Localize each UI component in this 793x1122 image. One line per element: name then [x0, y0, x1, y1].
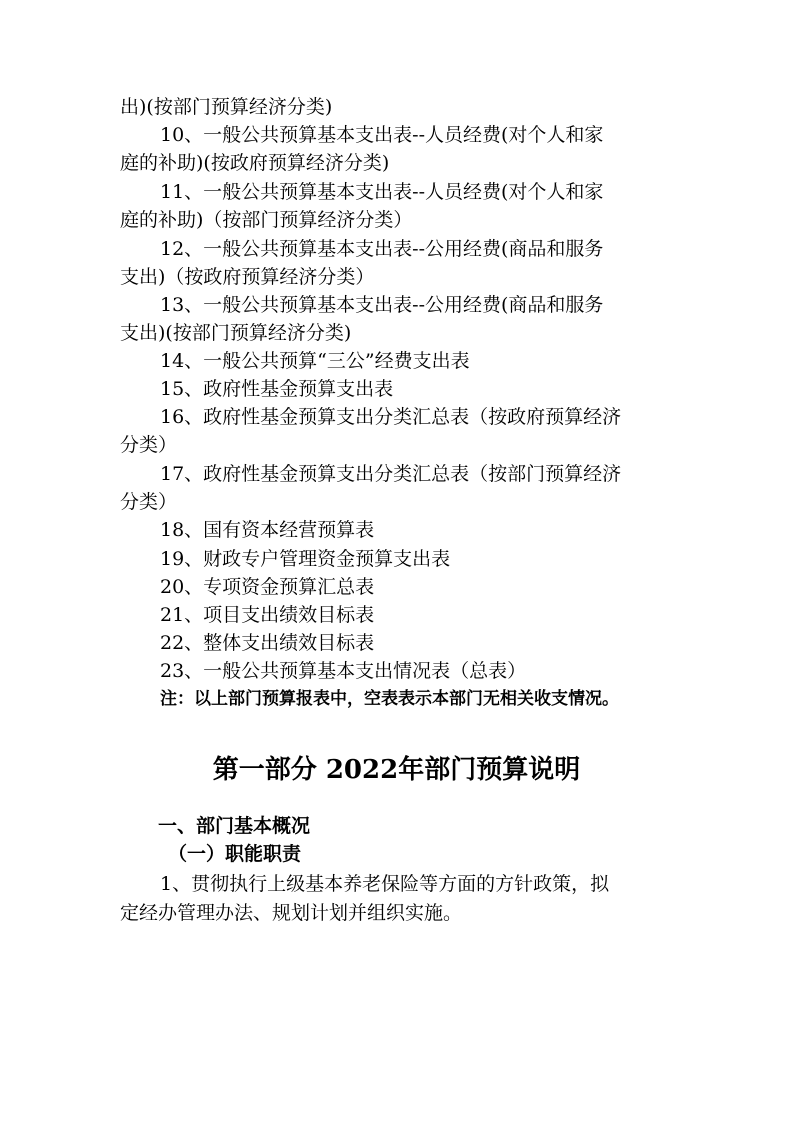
list-item-13: 13、一般公共预算基本支出表--公用经费(商品和服务 — [160, 294, 604, 316]
list-line-continuation: 支出)（按政府预算经济分类） — [120, 266, 375, 288]
paragraph-line: 1、贯彻执行上级基本养老保险等方面的方针政策，拟 — [160, 873, 610, 895]
list-item-11: 11、一般公共预算基本支出表--人员经费(对个人和家 — [160, 181, 604, 203]
list-item-15: 15、政府性基金预算支出表 — [160, 378, 394, 400]
part-title: 第一部分 2022年部门预算说明 — [212, 755, 581, 785]
list-item-14: 14、一般公共预算“三公”经费支出表 — [160, 350, 470, 372]
section-heading: 一、部门基本概况 — [158, 815, 311, 837]
list-item-10: 10、一般公共预算基本支出表--人员经费(对个人和家 — [160, 124, 604, 146]
list-line-continuation: 出)(按部门预算经济分类) — [120, 96, 333, 118]
list-item-21: 21、项目支出绩效目标表 — [160, 604, 375, 626]
subsection-heading: （一）职能职责 — [168, 843, 302, 865]
list-item-17: 17、政府性基金预算支出分类汇总表（按部门预算经济 — [160, 463, 622, 485]
list-item-18: 18、国有资本经营预算表 — [160, 519, 375, 541]
list-item-23: 23、一般公共预算基本支出情况表（总表） — [160, 660, 527, 682]
list-item-22: 22、整体支出绩效目标表 — [160, 632, 375, 654]
list-item-12: 12、一般公共预算基本支出表--公用经费(商品和服务 — [160, 238, 604, 260]
list-line-continuation: 支出)(按部门预算经济分类) — [120, 322, 352, 344]
list-line-continuation: 庭的补助)(按政府预算经济分类) — [120, 152, 390, 174]
list-line-continuation: 分类） — [120, 434, 178, 456]
list-item-19: 19、财政专户管理资金预算支出表 — [160, 548, 451, 570]
list-item-16: 16、政府性基金预算支出分类汇总表（按政府预算经济 — [160, 406, 622, 428]
paragraph-line: 定经办管理办法、规划计划并组织实施。 — [120, 902, 463, 924]
list-line-continuation: 庭的补助)（按部门预算经济分类） — [120, 209, 413, 231]
list-line-continuation: 分类） — [120, 491, 178, 513]
list-item-20: 20、专项资金预算汇总表 — [160, 576, 375, 598]
report-note: 注：以上部门预算报表中，空表表示本部门无相关收支情况。 — [160, 689, 619, 709]
